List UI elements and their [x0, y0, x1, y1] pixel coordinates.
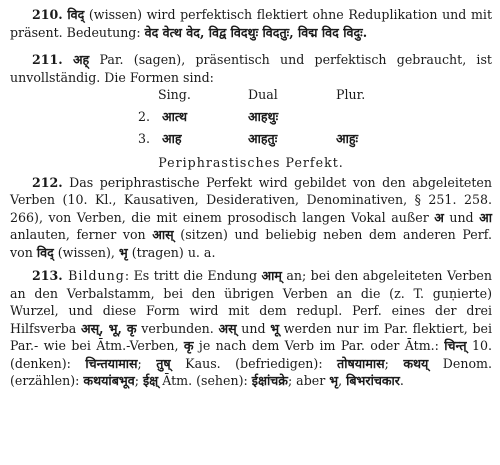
text: verbunden. — [136, 320, 219, 336]
form-3-plur: आहुः — [336, 131, 359, 146]
text: und — [443, 209, 480, 225]
text: ; aber — [287, 373, 330, 388]
sanskrit-iks: ईक्ष् — [143, 373, 159, 388]
text: werden nur im Par. flektiert, bei Par.- wie bei Ātm.-Verben, — [10, 320, 493, 353]
sanskrit-root: अह् — [72, 52, 90, 67]
text: : Es tritt die Endung — [124, 268, 262, 283]
form-2-sing: आत्थ — [162, 109, 188, 124]
section-number: 210. — [32, 7, 63, 22]
text: (tragen) u. a. — [127, 244, 216, 260]
section-212 — [10, 174, 492, 262]
text: Ātm. (sehen): — [158, 373, 252, 388]
text: (sitzen) und beliebig neben dem anderen Perf. von — [10, 227, 492, 260]
form-3-sing: आह — [162, 131, 182, 146]
sanskrit-vid: विद् — [36, 244, 54, 260]
text: anlauten, ferner von — [10, 227, 153, 242]
text: (wissen) wird perfektisch flektiert ohne Reduplikation und mit präsent. Bedeutung: — [10, 7, 492, 40]
sanskrit-a: अ — [434, 209, 444, 225]
sanskrit-kath: कथय् — [403, 355, 429, 371]
row-number: 2. — [138, 109, 151, 124]
text: ; — [384, 355, 404, 371]
spaced-term: Bildung — [62, 268, 125, 283]
section-211 — [10, 51, 492, 86]
text: an; bei den abgeleiteten Verben an den Verbalstamm, bei den übrigen Verben an die (z. T. guṇierte) Wurzel, und diese Form wird mit dem redupl. Perf. eines der drei Hilfsverba — [10, 268, 492, 336]
sanskrit-forms: वेद वेत्थ वेद, विद्व विदथुः विदतुः, विद्म विद विदुः. — [144, 24, 368, 40]
section-number: 211. — [32, 52, 63, 67]
section-number: 212. — [32, 174, 63, 190]
sanskrit-cint-form: चिन्तयामास — [85, 355, 138, 371]
form-2-dual: आहथुः — [248, 109, 279, 124]
text: . — [399, 373, 404, 388]
spacer — [10, 41, 492, 51]
sanskrit-aa: आ — [479, 209, 492, 225]
text: , — [338, 373, 347, 388]
text: ; — [134, 373, 143, 388]
section-number: 213. — [32, 268, 63, 283]
sanskrit-aam: आम् — [261, 268, 282, 283]
col-header-sing: Sing. — [158, 87, 191, 102]
sanskrit-tus: तुष् — [156, 355, 171, 371]
section-heading: Periphrastisches Perfekt. — [158, 155, 344, 170]
sanskrit-bhr: भृ — [329, 373, 339, 388]
text: Kaus. (befriedigen): — [170, 355, 338, 371]
col-header-dual: Dual — [248, 87, 278, 102]
sanskrit-aux: अस्, भू, कृ — [81, 320, 137, 336]
text: je nach dem Verb im Par. oder Ātm.: — [193, 338, 445, 353]
col-header-plur: Plur. — [336, 87, 366, 102]
sanskrit-aas: आस् — [152, 227, 174, 242]
sanskrit-as: अस् — [218, 320, 237, 336]
text: Das periphrastische Perfekt wird gebildet von den abgeleiteten Verben (10. Kl., Kausativen, Desiderativen, Denominativen, § 251. 258. 266), von Verben, die mit einem prosodisch langen Vokal außer — [10, 174, 492, 225]
sanskrit-root: विद् — [67, 7, 85, 22]
text: und — [236, 320, 271, 336]
sanskrit-iks-form: ईक्षांचक्रे — [251, 373, 288, 388]
sanskrit-cint: चिन्त् — [444, 338, 467, 353]
text: 10. (denken): — [10, 338, 492, 371]
sanskrit-kr: कृ — [183, 338, 194, 353]
form-3-dual: आहतुः — [248, 131, 278, 146]
sanskrit-kath-form: कथयांबभूव — [83, 373, 135, 388]
section-213 — [10, 267, 492, 390]
text: Par. (sagen), präsentisch und perfektisch gebraucht, ist unvollständig. Die Formen sind: — [10, 52, 492, 85]
sanskrit-bhu: भू — [270, 320, 280, 336]
text: (wissen), — [53, 244, 119, 260]
sanskrit-bhr: भृ — [118, 244, 128, 260]
row-number: 3. — [138, 131, 151, 146]
sanskrit-tos-form: तोषयामास — [337, 355, 385, 371]
section-210 — [10, 6, 492, 41]
text: Denom. (erzählen): — [10, 355, 492, 388]
forms-table — [10, 86, 492, 150]
text: ; — [137, 355, 157, 371]
sanskrit-bhr-form: बिभरांचकार — [346, 373, 400, 388]
